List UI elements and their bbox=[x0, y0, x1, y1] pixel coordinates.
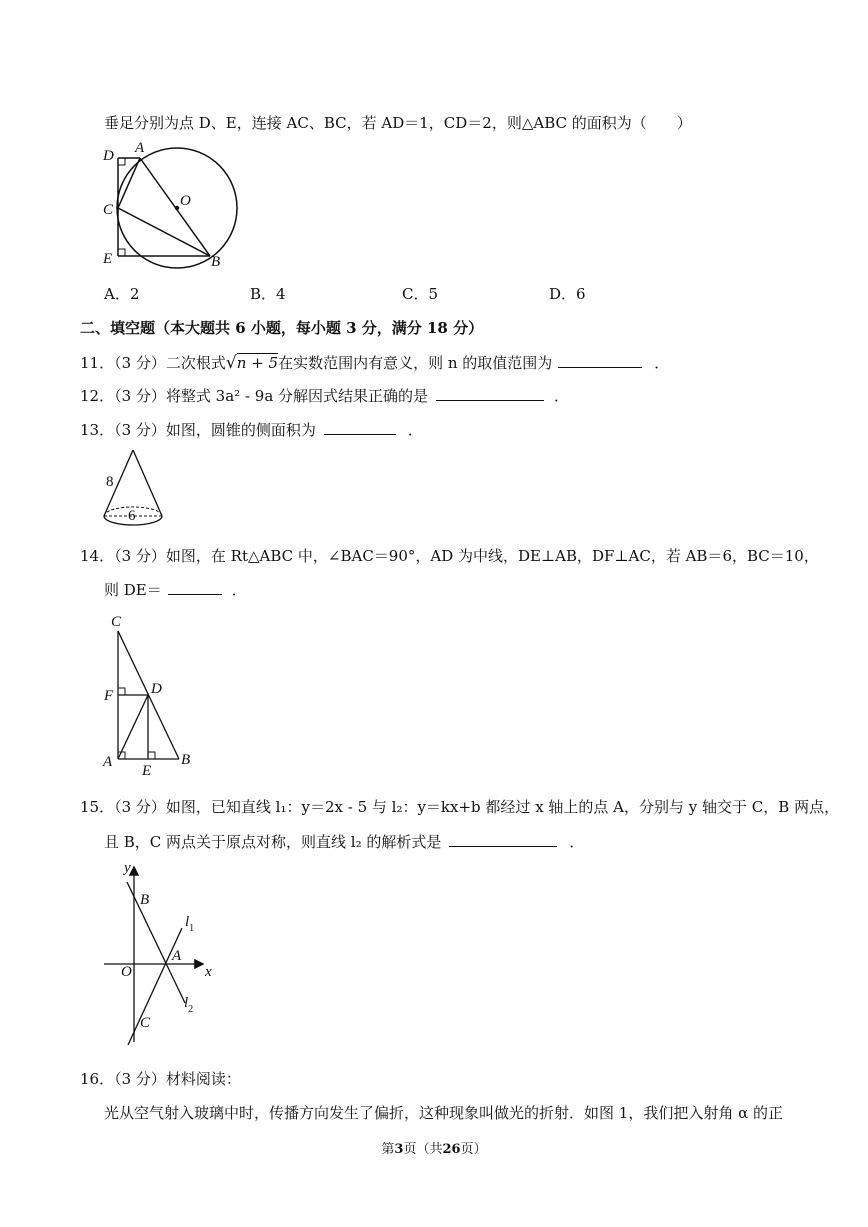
q15-text2: 且 B，C 两点关于原点对称，则直线 l₂ 的解析式是 bbox=[104, 833, 442, 851]
q13 bbox=[80, 419, 423, 440]
label-b: B bbox=[211, 254, 221, 270]
label-b: B bbox=[181, 752, 191, 768]
q16-title: 材料阅读： bbox=[165, 1070, 241, 1088]
q11 bbox=[80, 352, 669, 373]
q13-end: ． bbox=[407, 421, 423, 439]
label-e: E bbox=[103, 251, 113, 267]
footer-mid: 页（共 bbox=[403, 1142, 443, 1157]
q11-radicand: n + 5 bbox=[236, 354, 279, 372]
label-l1-main: l bbox=[185, 914, 190, 930]
line-ab bbox=[140, 158, 210, 256]
q15-number: 15．（3 分） bbox=[80, 798, 166, 816]
q13-text: 如图，圆锥的侧面积为 bbox=[165, 421, 316, 439]
label-l1-sub: 1 bbox=[189, 923, 195, 934]
q11-end: ． bbox=[654, 354, 670, 372]
q13-answer-blank[interactable] bbox=[324, 420, 396, 435]
label-a: A bbox=[103, 754, 113, 770]
q15-graph-figure bbox=[100, 860, 220, 1050]
q14-line2 bbox=[104, 579, 247, 600]
label-o: O bbox=[121, 964, 132, 980]
q12-text: 将整式 3a² - 9a 分解因式结果正确的是 bbox=[165, 387, 429, 405]
label-d: D bbox=[103, 148, 114, 164]
q16-text: 光从空气射入玻璃中时，传播方向发生了偏折，这种现象叫做光的折射．如图 1，我们把入射角 α 的正 bbox=[104, 1104, 783, 1122]
choice-b: B．4 bbox=[250, 285, 286, 303]
q11-pre: 二次根式 bbox=[165, 354, 226, 372]
label-l2-sub: 2 bbox=[188, 1004, 194, 1015]
footer-pre: 第 bbox=[381, 1142, 395, 1157]
q11-answer-blank[interactable] bbox=[558, 353, 642, 368]
choice-a: A．2 bbox=[104, 285, 140, 303]
q16-number: 16．（3 分） bbox=[80, 1070, 166, 1088]
label-a: A bbox=[172, 948, 182, 964]
label-c: C bbox=[103, 202, 114, 218]
q12-number: 12．（3 分） bbox=[80, 387, 166, 405]
q14-text: 如图，在 Rt△ABC 中，∠BAC＝90°，AD 为中线，DE⊥AB，DF⊥AC，若 AB＝6，BC＝10， bbox=[165, 547, 819, 565]
label-c: C bbox=[140, 1015, 151, 1031]
q10-stem-line: 垂足分别为点 D、E，连接 AC、BC，若 AD＝1，CD＝2，则△ABC 的面积为（ ） bbox=[104, 114, 692, 132]
cone-right-side bbox=[133, 450, 162, 516]
q14-number: 14．（3 分） bbox=[80, 547, 166, 565]
footer-post: 页） bbox=[460, 1142, 487, 1157]
label-f: F bbox=[104, 688, 114, 704]
line-cb bbox=[118, 208, 210, 256]
label-y: y bbox=[124, 860, 131, 876]
page-footer bbox=[0, 1138, 868, 1157]
q11-number: 11．（3 分） bbox=[80, 354, 166, 372]
label-a: A bbox=[135, 140, 145, 156]
diameter-label: 6 bbox=[128, 508, 136, 524]
section-title: 二、填空题（本大题共 6 小题，每小题 3 分，满分 18 分） bbox=[80, 319, 484, 337]
label-l2 bbox=[184, 995, 193, 1015]
right-angle-e bbox=[118, 249, 125, 256]
q14-answer-blank[interactable] bbox=[168, 580, 222, 595]
q16-line1 bbox=[80, 1068, 241, 1089]
q14-text2: 则 DE＝ bbox=[104, 581, 162, 599]
q12-end: ． bbox=[554, 387, 570, 405]
right-angle-e bbox=[148, 752, 155, 759]
label-o: O bbox=[180, 193, 191, 209]
line-ad bbox=[118, 695, 148, 759]
label-e: E bbox=[142, 763, 152, 779]
choice-d: D．6 bbox=[549, 285, 586, 303]
q12 bbox=[80, 385, 569, 406]
label-x: x bbox=[205, 964, 212, 980]
q13-number: 13．（3 分） bbox=[80, 421, 166, 439]
label-c: C bbox=[111, 614, 122, 630]
cone-figure bbox=[100, 446, 170, 531]
sqrt-sign: √ bbox=[225, 353, 237, 373]
q14-line1 bbox=[80, 545, 819, 566]
label-b: B bbox=[140, 892, 150, 908]
right-angle-d bbox=[118, 158, 125, 165]
q14-triangle-figure bbox=[100, 610, 200, 780]
choice-c: C．5 bbox=[402, 285, 439, 303]
label-d: D bbox=[151, 681, 162, 697]
q15-text: 如图，已知直线 l₁：y＝2x - 5 与 l₂：y＝kx+b 都经过 x 轴上的点 A，分别与 y 轴交于 C，B 两点， bbox=[165, 798, 840, 816]
label-l2-main: l bbox=[184, 995, 189, 1011]
label-l1 bbox=[185, 914, 194, 934]
center-dot bbox=[175, 206, 179, 210]
footer-total: 26 bbox=[442, 1142, 461, 1157]
slant-label: 8 bbox=[106, 474, 114, 490]
q12-answer-blank[interactable] bbox=[436, 386, 544, 401]
footer-page: 3 bbox=[394, 1142, 404, 1157]
line-l1 bbox=[128, 928, 182, 1045]
q15-answer-blank[interactable] bbox=[449, 832, 557, 847]
q15-line2 bbox=[104, 831, 584, 852]
q11-post: 在实数范围内有意义，则 n 的取值范围为 bbox=[278, 354, 553, 372]
q15-line1 bbox=[80, 796, 839, 817]
q14-end: ． bbox=[231, 581, 247, 599]
q15-end: ． bbox=[569, 833, 585, 851]
right-angle-f bbox=[118, 688, 125, 695]
q10-circle-figure bbox=[96, 138, 246, 273]
